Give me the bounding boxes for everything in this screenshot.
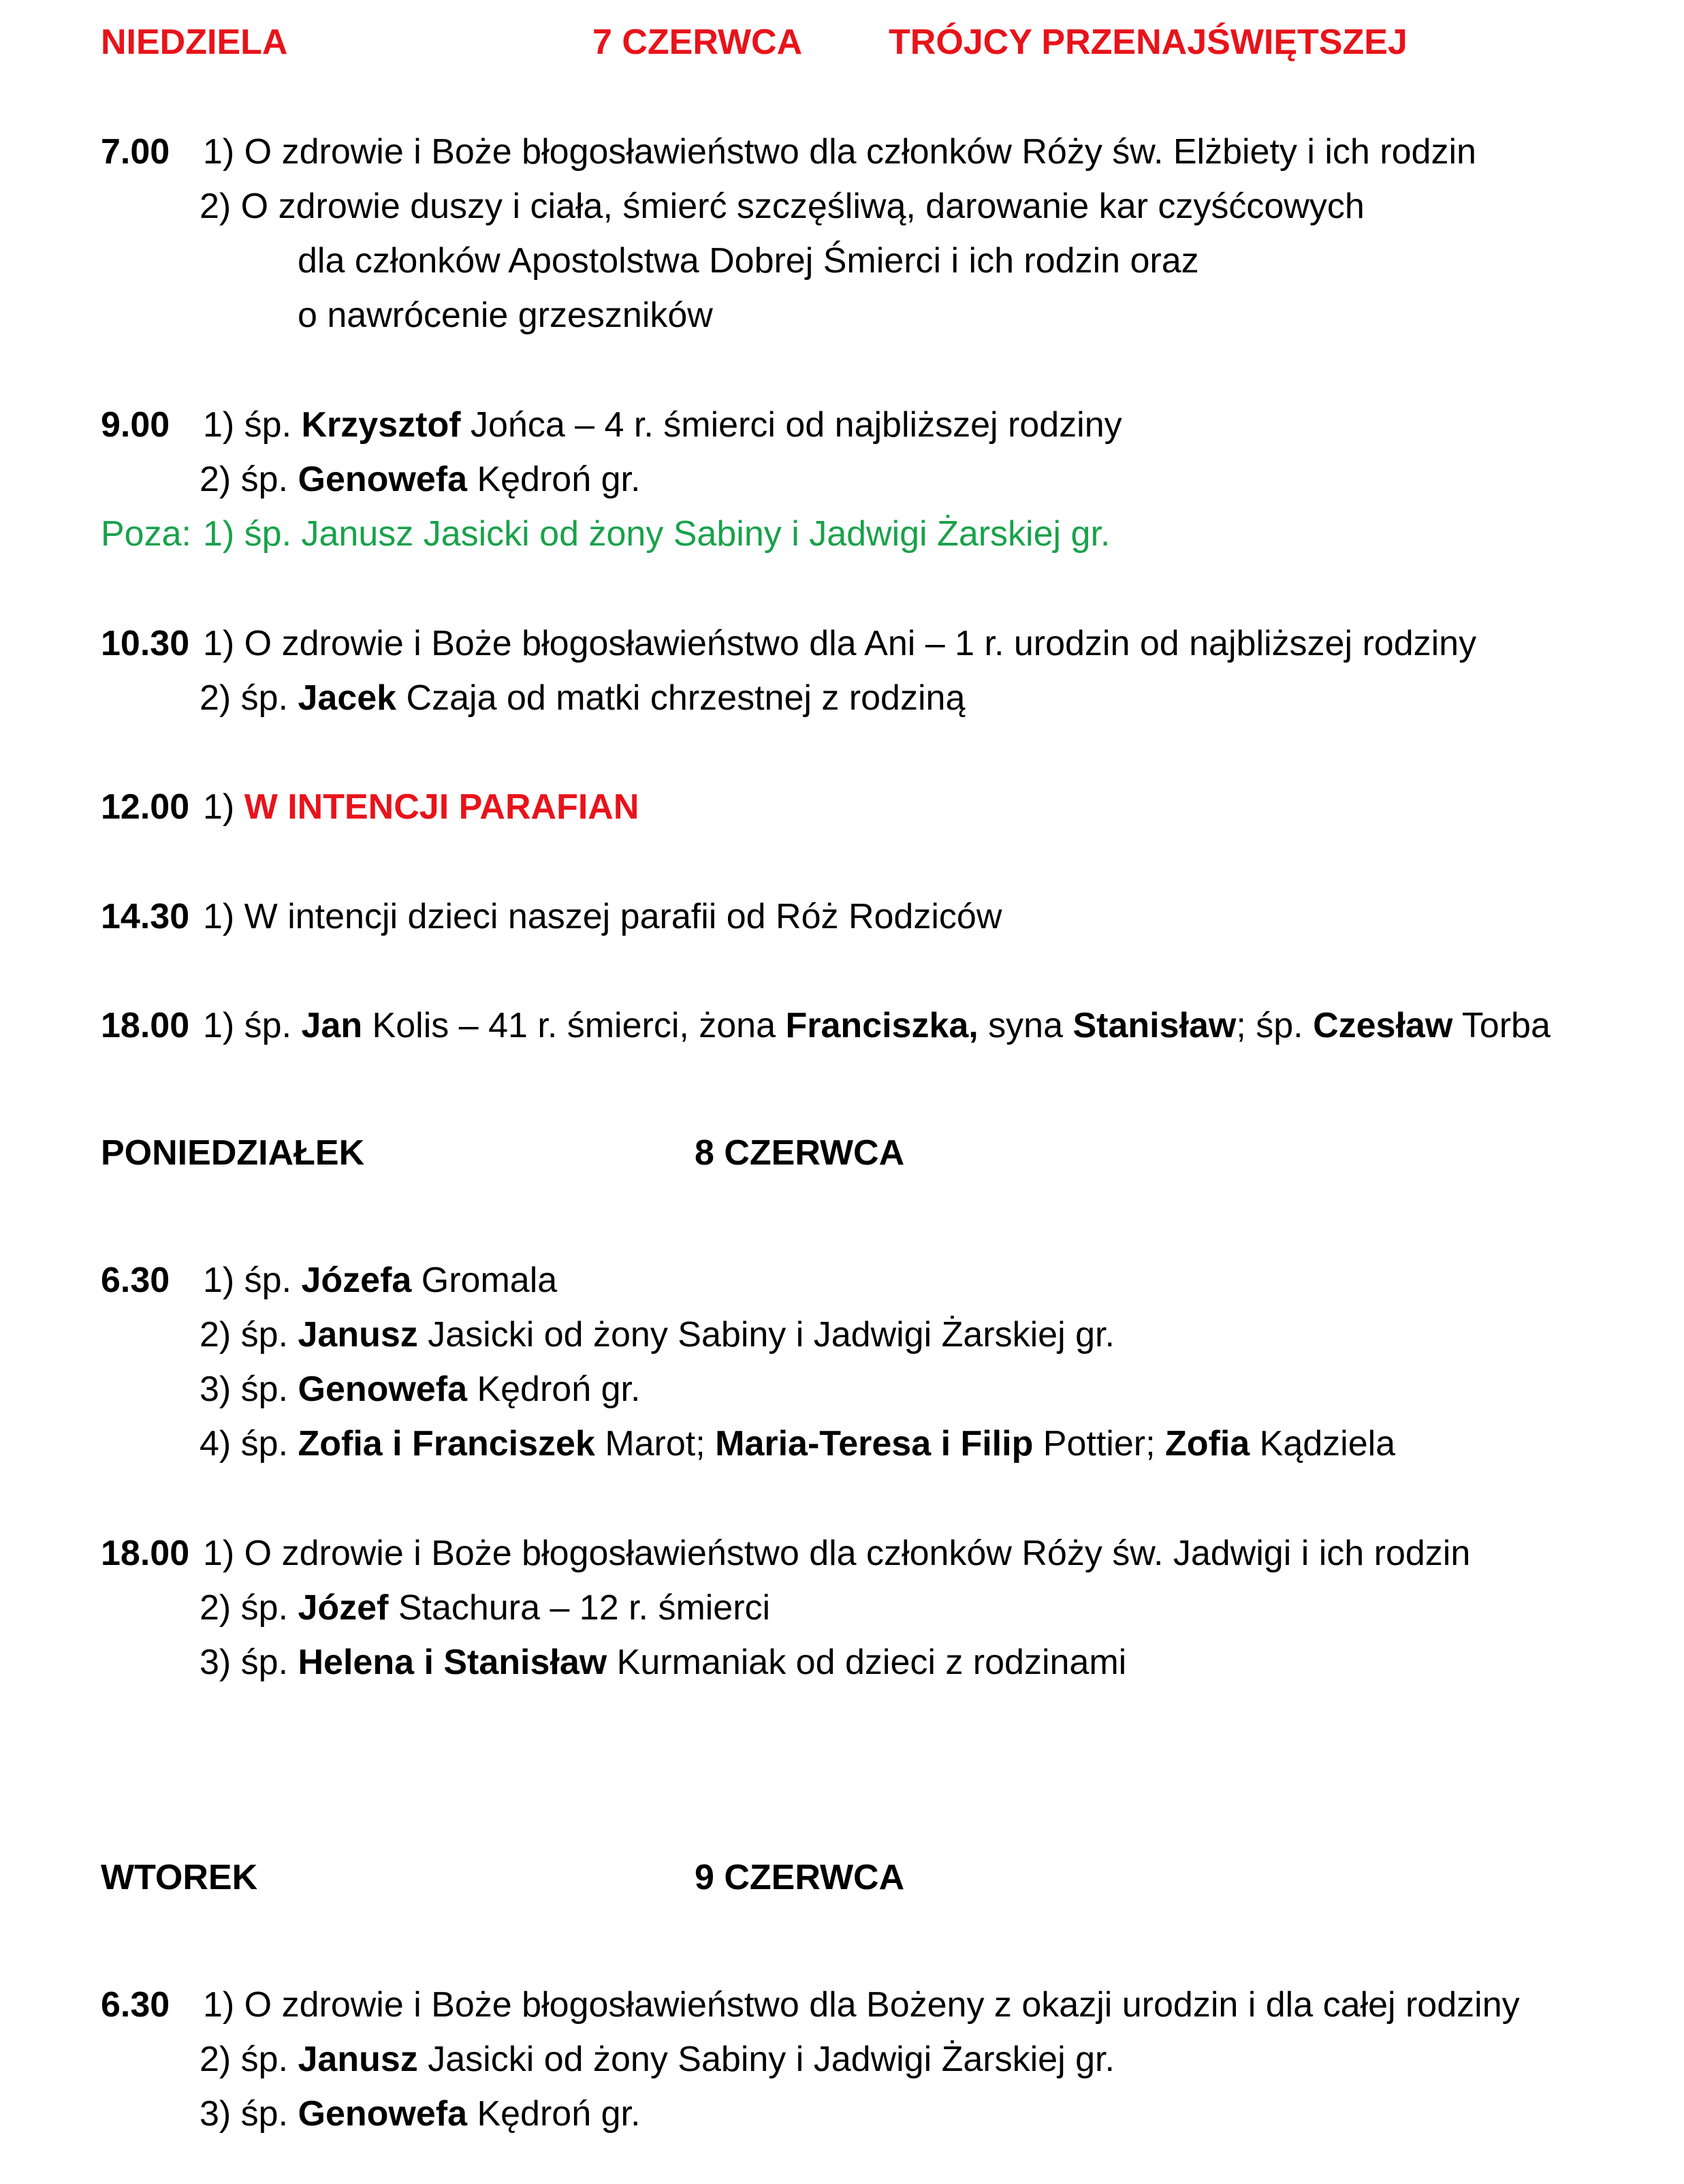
mass-time: 18.00 xyxy=(101,1006,190,1045)
intention-prefix: 2) śp. xyxy=(200,678,298,718)
mass-time: 6.30 xyxy=(101,1985,170,2025)
sunday-feast-heading: TRÓJCY PRZENAJŚWIĘTSZEJ xyxy=(889,22,1408,62)
intention-text: Torba xyxy=(1452,1006,1551,1045)
intention-text: 2) O zdrowie duszy i ciała, śmierć szczęśliwą, darowanie kar czyśćcowych xyxy=(200,187,1365,226)
intention-text: 1) O zdrowie i Boże błogosławieństwo dla członków Róży św. Elżbiety i ich rodzin xyxy=(203,132,1476,172)
intention-item xyxy=(200,1314,1115,1355)
intention-prefix: 2) śp. xyxy=(200,460,298,499)
intention-item xyxy=(200,459,640,500)
intention-name: Krzysztof xyxy=(301,405,461,445)
mass-entry xyxy=(101,787,639,827)
poza-label: Poza: xyxy=(101,514,191,554)
intention-text: Kędroń gr. xyxy=(467,460,641,499)
intention-text: dla członków Apostolstwa Dobrej Śmierci i ich rodzin oraz xyxy=(298,241,1199,281)
intention-prefix: 3) śp. xyxy=(200,1643,298,1682)
intention-text: Marot; xyxy=(594,1424,716,1463)
intention-name: Józefa xyxy=(301,1261,412,1300)
intention-name: Stanisław xyxy=(1073,1006,1237,1045)
intention-text: 1) W intencji dzieci naszej parafii od Róż Rodziców xyxy=(203,897,1002,936)
mass-time: 6.30 xyxy=(101,1261,170,1300)
intention-name: Genowefa xyxy=(298,460,467,499)
intention-text: ; śp. xyxy=(1236,1006,1314,1045)
mass-entry xyxy=(101,623,1476,664)
intention-item xyxy=(200,1369,640,1410)
intention-text: Kędroń gr. xyxy=(467,2094,641,2134)
intention-item xyxy=(200,2093,640,2134)
intention-prefix: 1) śp. xyxy=(203,1006,302,1045)
monday-day-heading: PONIEDZIAŁEK xyxy=(101,1133,365,1173)
intention-prefix: 2) śp. xyxy=(200,1315,298,1355)
intention-prefix: 3) śp. xyxy=(200,1370,298,1409)
poza-entry xyxy=(101,513,1110,554)
parish-intention: W INTENCJI PARAFIAN xyxy=(244,787,639,827)
intention-text: Kurmaniak od dzieci z rodzinami xyxy=(607,1643,1127,1682)
intention-text: Kędroń gr. xyxy=(467,1370,641,1409)
sunday-day-heading: NIEDZIELA xyxy=(101,22,288,62)
sunday-date-heading: 7 CZERWCA xyxy=(592,22,803,62)
intention-text: Kądziela xyxy=(1250,1424,1396,1463)
mass-entry xyxy=(101,1533,1470,1574)
intention-prefix: 1) śp. xyxy=(203,1261,302,1300)
mass-time: 18.00 xyxy=(101,1534,190,1573)
intention-text: Stachura – 12 r. śmierci xyxy=(388,1588,771,1628)
intention-prefix: 3) śp. xyxy=(200,2094,298,2134)
intention-name: Józef xyxy=(298,1588,389,1628)
intention-name: Genowefa xyxy=(298,2094,467,2134)
intention-prefix: 2) śp. xyxy=(200,2040,298,2079)
mass-time: 10.30 xyxy=(101,624,190,663)
intention-text: Gromala xyxy=(411,1261,558,1300)
intention-text: 1) O zdrowie i Boże błogosławieństwo dla członków Róży św. Jadwigi i ich rodzin xyxy=(203,1534,1471,1573)
intention-item xyxy=(200,1642,1126,1683)
intention-name: Zofia i Franciszek xyxy=(298,1424,595,1463)
intention-name: Janusz xyxy=(298,1315,418,1355)
intention-prefix: 4) śp. xyxy=(200,1424,298,1463)
intention-name: Franciszka, xyxy=(785,1006,979,1045)
intention-name: Janusz xyxy=(298,2040,418,2079)
intention-text: Jońca – 4 r. śmierci od najbliższej rodziny xyxy=(460,405,1122,445)
intention-name: Helena i Stanisław xyxy=(298,1643,607,1682)
intention-text: syna xyxy=(978,1006,1073,1045)
intention-text: 1) O zdrowie i Boże błogosławieństwo dla Bożeny z okazji urodzin i dla całej rodziny xyxy=(203,1985,1520,2025)
intention-name: Zofia xyxy=(1164,1424,1250,1463)
intention-item xyxy=(200,678,965,718)
intention-prefix: 2) śp. xyxy=(200,1588,298,1628)
intention-name: Genowefa xyxy=(298,1370,467,1409)
mass-entry xyxy=(101,405,1122,445)
mass-time: 7.00 xyxy=(101,132,170,172)
mass-entry xyxy=(101,131,1476,172)
mass-time: 12.00 xyxy=(101,787,190,827)
mass-entry xyxy=(101,1260,557,1301)
intention-item xyxy=(200,1423,1395,1464)
mass-time: 9.00 xyxy=(101,405,170,445)
intention-text: Jasicki od żony Sabiny i Jadwigi Żarskiej gr. xyxy=(417,2040,1115,2079)
intention-text: 1) O zdrowie i Boże błogosławieństwo dla Ani – 1 r. urodzin od najbliższej rodziny xyxy=(203,624,1477,663)
intention-name: Czesław xyxy=(1313,1006,1453,1045)
monday-date-heading: 8 CZERWCA xyxy=(695,1133,905,1173)
intention-prefix: 1) xyxy=(203,787,244,827)
intention-text: Jasicki od żony Sabiny i Jadwigi Żarskiej gr. xyxy=(417,1315,1115,1355)
mass-entry xyxy=(101,896,1002,937)
tuesday-date-heading: 9 CZERWCA xyxy=(695,1858,905,1897)
intention-name: Jan xyxy=(301,1006,363,1045)
intention-name: Maria-Teresa i Filip xyxy=(715,1424,1034,1463)
intention-text: Kolis – 41 r. śmierci, żona xyxy=(362,1006,786,1045)
mass-time: 14.30 xyxy=(101,897,190,936)
intention-prefix: 1) śp. xyxy=(203,405,302,445)
poza-text: 1) śp. Janusz Jasicki od żony Sabiny i Jadwigi Żarskiej gr. xyxy=(203,514,1111,554)
mass-entry xyxy=(101,1984,1520,2025)
intention-text: Pottier; xyxy=(1033,1424,1165,1463)
intention-item xyxy=(200,2039,1115,2080)
intention-item xyxy=(200,1587,770,1628)
intention-text: o nawrócenie grzeszników xyxy=(298,296,713,335)
tuesday-day-heading: WTOREK xyxy=(101,1858,258,1897)
mass-entry xyxy=(101,1005,1551,1046)
intention-name: Jacek xyxy=(298,678,397,718)
intention-text: Czaja od matki chrzestnej z rodziną xyxy=(396,678,966,718)
